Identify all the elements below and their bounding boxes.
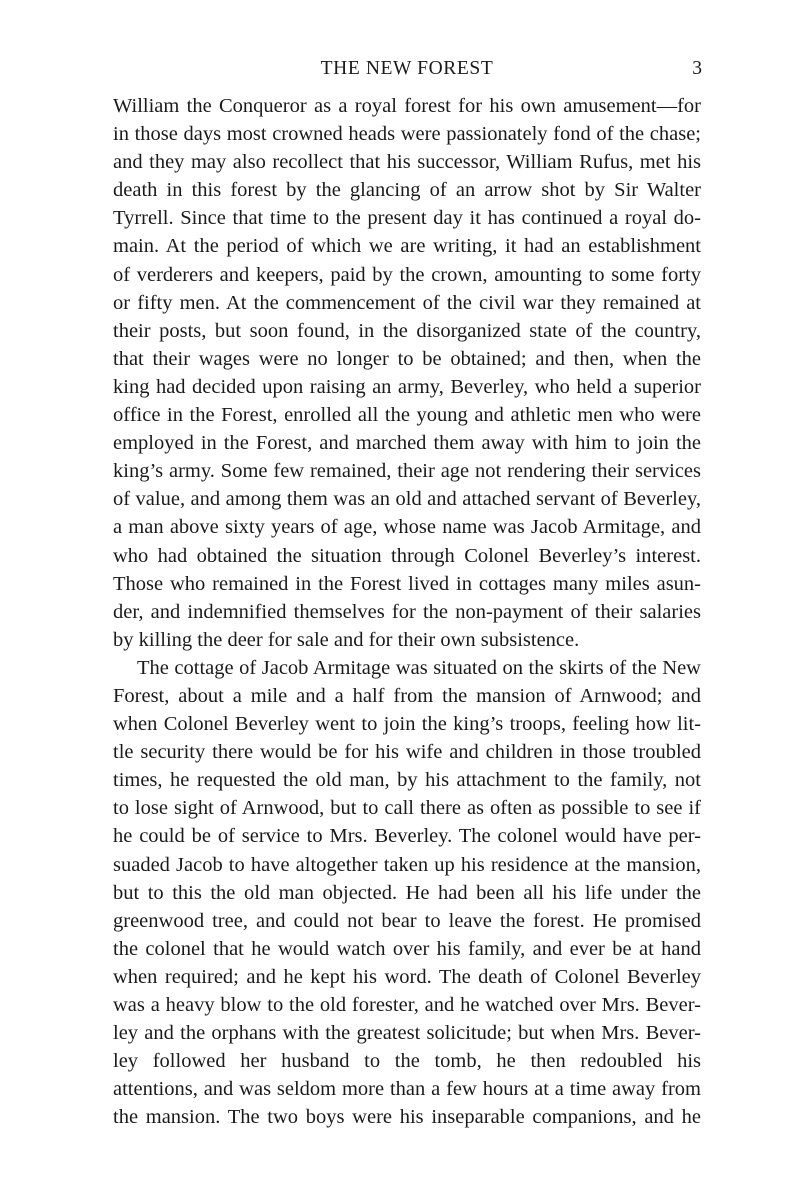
text-line: of value, and among them was an old and attached servant of Beverley,: [113, 488, 701, 511]
text-line: and they may also recollect that his successor, William Rufus, met his: [113, 151, 701, 174]
text-line: to lose sight of Arnwood, but to call there as often as possible to see if: [113, 797, 701, 820]
text-line: The cottage of Jacob Armitage was situated on the skirts of the New: [137, 656, 701, 679]
text-line: by killing the deer for sale and for their own subsistence.: [113, 628, 580, 651]
text-line: Tyrrell. Since that time to the present day it has continued a royal do-: [113, 207, 701, 230]
text-line: office in the Forest, enrolled all the young and athletic men who were: [113, 404, 701, 427]
text-line: was a heavy blow to the old forester, and he watched over Mrs. Bever-: [113, 994, 701, 1016]
running-head: [112, 58, 702, 88]
text-line: tle security there would be for his wife and children in those troubled: [113, 741, 701, 764]
text-line: der, and indemnified themselves for the non-payment of their salaries: [113, 600, 701, 623]
text-line: a man above sixty years of age, whose name was Jacob Armitage, and: [113, 516, 701, 539]
text-line: their posts, but soon found, in the disorganized state of the country,: [113, 319, 701, 342]
text-line: or fifty men. At the commencement of the civil war they remained at: [113, 291, 701, 314]
text-line: greenwood tree, and could not bear to leave the forest. He promised: [113, 909, 701, 932]
text-line: king had decided upon raising an army, Beverley, who held a superior: [113, 375, 701, 398]
text-line: but to this the old man objected. He had been all his life under the: [113, 881, 701, 904]
text-line: ley followed her husband to the tomb, he then redoubled his: [113, 1050, 701, 1073]
text-line: Forest, about a mile and a half from the mansion of Arnwood; and: [113, 684, 701, 707]
running-title: THE NEW FOREST: [320, 58, 494, 79]
text-line: William the Conqueror as a royal forest for his own amusement—for: [113, 95, 701, 117]
paragraph: [113, 654, 701, 1132]
text-line: suaded Jacob to have altogether taken up his residence at the mansion,: [113, 853, 701, 876]
text-line: employed in the Forest, and marched them away with him to join the: [113, 432, 701, 455]
text-line: in those days most crowned heads were passionately fond of the chase;: [113, 123, 701, 146]
text-line: the mansion. The two boys were his inseparable companions, and he: [113, 1106, 701, 1129]
text-line: attentions, and was seldom more than a few hours at a time away from: [113, 1078, 701, 1101]
text-line: when Colonel Beverley went to join the king’s troops, feeling how lit-: [113, 713, 701, 736]
paragraph: [113, 92, 701, 654]
text-line: of verderers and keepers, paid by the crown, amounting to some forty: [113, 263, 701, 286]
text-line: the colonel that he would watch over his family, and ever be at hand: [113, 937, 701, 960]
text-line: times, he requested the old man, by his attachment to the family, not: [113, 769, 701, 792]
page-number: 3: [692, 58, 702, 79]
text-line: main. At the period of which we are writing, it had an establishment: [113, 235, 701, 258]
text-line: that their wages were no longer to be obtained; and then, when the: [113, 347, 701, 370]
text-line: he could be of service to Mrs. Beverley. The colonel would have per-: [113, 825, 701, 848]
text-line: who had obtained the situation through Colonel Beverley’s interest.: [113, 544, 701, 567]
text-line: king’s army. Some few remained, their age not rendering their services: [113, 460, 701, 483]
text-line: when required; and he kept his word. The death of Colonel Beverley: [113, 965, 701, 988]
text-line: ley and the orphans with the greatest solicitude; but when Mrs. Bever-: [113, 1022, 701, 1045]
body-text: [113, 92, 701, 1131]
text-line: Those who remained in the Forest lived in cottages many miles asun-: [113, 572, 701, 595]
text-line: death in this forest by the glancing of an arrow shot by Sir Walter: [113, 179, 701, 202]
